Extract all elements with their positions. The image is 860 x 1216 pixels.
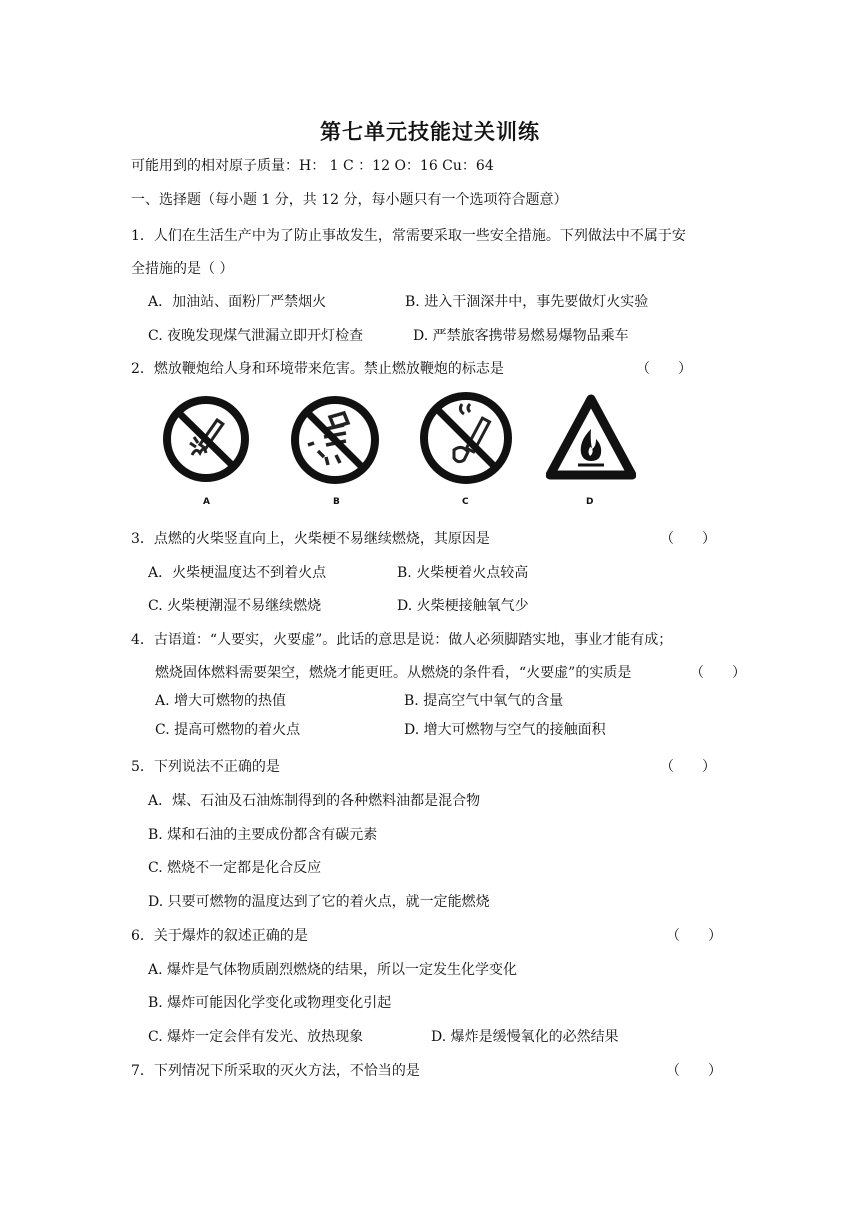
q1-option-a: A．加油站、面粉厂严禁烟火 — [148, 294, 327, 310]
q1-stem-line1: 1．人们在生活生产中为了防止事故发生，常需要采取一些安全措施。下列做法中不属于安 — [131, 228, 686, 244]
q4-option-d: D. 增大可燃物与空气的接触面积 — [404, 722, 606, 738]
page-title: 第七单元技能过关训练 — [320, 119, 540, 144]
q3-option-c: C. 火柴梗潮湿不易继续燃烧 — [148, 598, 322, 614]
atomic-masses-line: 可能用到的相对原子质量：H： 1 C ：12 O：16 Cu：64 — [131, 158, 494, 174]
q1-stem-line2: 全措施的是（ ） — [131, 261, 234, 277]
q4-option-c: C. 提高可燃物的着火点 — [155, 722, 301, 738]
q1-option-c: C. 夜晚发现煤气泄漏立即开灯检查 — [148, 328, 364, 344]
q1-option-b: B. 进入干涸深井中，事先要做灯火实验 — [405, 294, 649, 310]
q6-stem: 6．关于爆炸的叙述正确的是 — [131, 928, 308, 944]
sign-c — [418, 390, 514, 486]
q6-option-b: B. 爆炸可能因化学变化或物理变化引起 — [148, 995, 392, 1011]
q3-option-d: D. 火柴梗接触氧气少 — [397, 598, 529, 614]
q5-option-c: C. 燃烧不一定都是化合反应 — [148, 860, 322, 876]
sign-c-label: C — [462, 497, 469, 507]
flammable-warning-sign-icon — [546, 393, 636, 481]
q3-stem: 3．点燃的火柴竖直向上，火柴梗不易继续燃烧，其原因是 — [131, 531, 490, 547]
no-firecracker-sign-icon — [162, 395, 250, 483]
sign-b-label: B — [333, 497, 340, 507]
q4-stem-line1: 4．古语道：“人要实，火要虚”。此话的意思是说：做人必须脚踏实地，事业才能有成； — [131, 632, 673, 648]
q5-option-a: A．煤、石油及石油炼制得到的各种燃料油都是混合物 — [148, 793, 481, 809]
sign-d — [546, 393, 636, 481]
q6-option-a: A. 爆炸是气体物质剧烈燃烧的结果，所以一定发生化学变化 — [148, 962, 518, 978]
q5-option-b: B. 煤和石油的主要成份都含有碳元素 — [148, 827, 378, 843]
q2-answer-paren: （ ） — [636, 361, 692, 377]
q4-answer-paren: （ ） — [690, 665, 746, 681]
q6-option-d: D. 爆炸是缓慢氧化的必然结果 — [431, 1029, 619, 1045]
q3-option-a: A．火柴梗温度达不到着火点 — [148, 565, 327, 581]
section-heading: 一、选择题（每小题 1 分，共 12 分，每小题只有一个选项符合题意） — [131, 192, 568, 208]
sign-b — [290, 395, 380, 485]
q1-option-d: D. 严禁旅客携带易燃易爆物品乘车 — [413, 328, 629, 344]
q4-stem-line2: 燃烧固体燃料需要架空，燃烧才能更旺。从燃烧的条件看，“火要虚”的实质是 — [155, 665, 632, 681]
q3-answer-paren: （ ） — [660, 531, 716, 547]
q7-stem: 7．下列情况下所采取的灭火方法，不恰当的是 — [131, 1063, 420, 1079]
no-smoking-sign-icon — [418, 390, 514, 486]
q4-option-a: A. 增大可燃物的热值 — [155, 693, 287, 709]
q6-answer-paren: （ ） — [666, 928, 722, 944]
no-fireworks-sign-icon — [290, 395, 380, 485]
q6-option-c: C. 爆炸一定会伴有发光、放热现象 — [148, 1029, 364, 1045]
sign-d-label: D — [586, 497, 594, 507]
q7-answer-paren: （ ） — [666, 1063, 722, 1079]
sign-a-label: A — [203, 497, 210, 507]
q2-stem: 2．燃放鞭炮给人身和环境带来危害。禁止燃放鞭炮的标志是 — [131, 361, 504, 377]
q4-option-b: B. 提高空气中氧气的含量 — [404, 693, 564, 709]
q5-stem: 5．下列说法不正确的是 — [131, 759, 280, 775]
q3-option-b: B. 火柴梗着火点较高 — [397, 565, 529, 581]
sign-a — [162, 395, 250, 483]
q5-option-d: D. 只要可燃物的温度达到了它的着火点，就一定能燃烧 — [148, 894, 490, 910]
q5-answer-paren: （ ） — [660, 759, 716, 775]
